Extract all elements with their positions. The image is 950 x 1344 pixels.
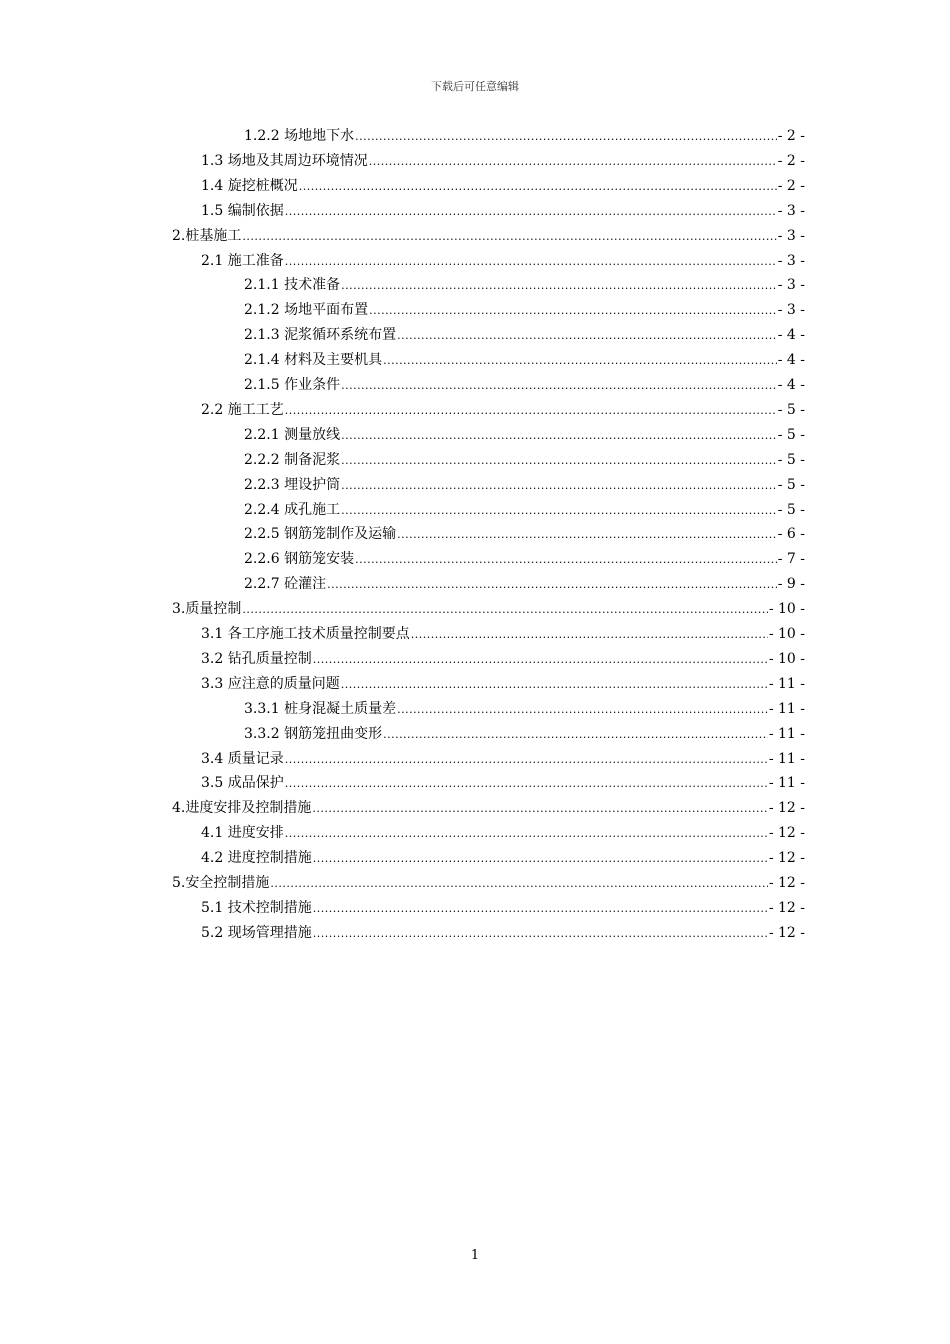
- toc-dot-leader: [397, 324, 777, 348]
- toc-entry-title: 4.1 进度安排: [201, 825, 284, 841]
- toc-entry-page: - 11 -: [768, 676, 805, 692]
- toc-entry[interactable]: [244, 298, 805, 322]
- toc-entry[interactable]: [244, 522, 805, 546]
- toc-entry[interactable]: [244, 273, 805, 297]
- toc-entry-title: 1.2.2 场地地下水: [244, 128, 355, 144]
- toc-dot-leader: [312, 797, 767, 821]
- toc-dot-leader: [397, 698, 768, 722]
- toc-entry[interactable]: [244, 697, 805, 721]
- toc-entry-title: 2.2.4 成孔施工: [244, 502, 341, 518]
- toc-entry[interactable]: [244, 572, 805, 596]
- toc-dot-leader: [313, 847, 768, 871]
- toc-entry-title: 5.安全控制措施: [172, 875, 270, 891]
- toc-dot-leader: [285, 772, 768, 796]
- toc-entry-title: 2.1.4 材料及主要机具: [244, 352, 383, 368]
- toc-entry-title: 3.3.1 桩身混凝土质量差: [244, 701, 397, 717]
- toc-entry-title: 2.1 施工准备: [201, 253, 284, 269]
- toc-entry[interactable]: [244, 448, 805, 472]
- toc-entry-page: - 11 -: [768, 775, 805, 791]
- toc-dot-leader: [285, 250, 777, 274]
- toc-dot-leader: [411, 623, 768, 647]
- toc-entry[interactable]: [244, 373, 805, 397]
- toc-dot-leader: [369, 150, 777, 174]
- toc-entry-title: 3.3 应注意的质量问题: [201, 676, 340, 692]
- toc-entry[interactable]: [201, 921, 805, 945]
- toc-entry-page: - 10 -: [768, 601, 805, 617]
- toc-entry-title: 3.4 质量记录: [201, 751, 284, 767]
- toc-entry-page: - 11 -: [768, 726, 805, 742]
- toc-entry-title: 2.2.2 制备泥浆: [244, 452, 341, 468]
- toc-entry-title: 5.2 现场管理措施: [201, 925, 312, 941]
- toc-dot-leader: [397, 523, 777, 547]
- toc-entry[interactable]: [244, 124, 805, 148]
- toc-entry-page: - 12 -: [768, 925, 805, 941]
- toc-entry-title: 4.2 进度控制措施: [201, 850, 312, 866]
- toc-entry-title: 2.1.1 技术准备: [244, 277, 341, 293]
- toc-entry-page: - 3 -: [777, 302, 805, 318]
- toc-entry[interactable]: [201, 821, 805, 845]
- toc-entry-page: - 12 -: [768, 850, 805, 866]
- toc-dot-leader: [369, 299, 777, 323]
- toc-dot-leader: [285, 399, 777, 423]
- toc-entry[interactable]: [172, 871, 805, 895]
- toc-entry-page: - 2 -: [777, 128, 805, 144]
- toc-entry-page: - 12 -: [768, 825, 805, 841]
- toc-entry-page: - 3 -: [777, 203, 805, 219]
- toc-dot-leader: [270, 872, 767, 896]
- toc-dot-leader: [285, 200, 777, 224]
- toc-entry-page: - 6 -: [777, 526, 805, 542]
- toc-entry[interactable]: [244, 722, 805, 746]
- toc-entry-page: - 5 -: [777, 402, 805, 418]
- toc-dot-leader: [341, 673, 768, 697]
- toc-dot-leader: [341, 449, 777, 473]
- toc-entry-page: - 2 -: [777, 178, 805, 194]
- toc-entry-page: - 4 -: [777, 377, 805, 393]
- page-number: 1: [470, 1248, 480, 1263]
- toc-entry[interactable]: [201, 199, 805, 223]
- toc-entry-page: - 7 -: [777, 551, 805, 567]
- toc-entry-title: 3.质量控制: [172, 601, 242, 617]
- toc-entry[interactable]: [172, 224, 805, 248]
- toc-entry-title: 2.1.3 泥浆循环系统布置: [244, 327, 397, 343]
- toc-entry-page: - 10 -: [768, 626, 805, 642]
- toc-entry-title: 2.2.7 砼灌注: [244, 576, 327, 592]
- toc-entry-title: 3.2 钻孔质量控制: [201, 651, 312, 667]
- toc-entry-title: 1.4 旋挖桩概况: [201, 178, 298, 194]
- toc-entry[interactable]: [244, 423, 805, 447]
- toc-entry[interactable]: [244, 547, 805, 571]
- toc-dot-leader: [355, 548, 777, 572]
- toc-entry-page: - 5 -: [777, 427, 805, 443]
- toc-entry[interactable]: [244, 498, 805, 522]
- toc-dot-leader: [341, 274, 777, 298]
- toc-dot-leader: [327, 573, 777, 597]
- toc-entry[interactable]: [201, 747, 805, 771]
- toc-entry[interactable]: [201, 622, 805, 646]
- toc-dot-leader: [313, 897, 768, 921]
- toc-entry-title: 1.5 编制依据: [201, 203, 284, 219]
- toc-entry-page: - 11 -: [768, 701, 805, 717]
- toc-entry-title: 1.3 场地及其周边环境情况: [201, 153, 368, 169]
- toc-dot-leader: [341, 499, 777, 523]
- toc-entry[interactable]: [244, 473, 805, 497]
- toc-entry-page: - 3 -: [777, 253, 805, 269]
- toc-entry-page: - 9 -: [777, 576, 805, 592]
- toc-entry[interactable]: [201, 398, 805, 422]
- toc-entry[interactable]: [172, 597, 805, 621]
- toc-dot-leader: [355, 125, 777, 149]
- toc-entry-title: 3.5 成品保护: [201, 775, 284, 791]
- toc-entry-page: - 2 -: [777, 153, 805, 169]
- toc-entry[interactable]: [201, 647, 805, 671]
- toc-entry-title: 3.1 各工序施工技术质量控制要点: [201, 626, 410, 642]
- toc-entry[interactable]: [201, 149, 805, 173]
- toc-entry-page: - 4 -: [777, 327, 805, 343]
- toc-entry[interactable]: [201, 896, 805, 920]
- toc-entry-page: - 12 -: [768, 900, 805, 916]
- toc-dot-leader: [285, 748, 768, 772]
- toc-entry-title: 2.2.3 埋设护筒: [244, 477, 341, 493]
- toc-dot-leader: [242, 598, 767, 622]
- toc-entry-page: - 12 -: [768, 875, 805, 891]
- toc-dot-leader: [341, 474, 777, 498]
- toc-entry[interactable]: [201, 174, 805, 198]
- toc-entry[interactable]: [201, 249, 805, 273]
- toc-entry[interactable]: [172, 796, 805, 820]
- toc-entry[interactable]: [201, 771, 805, 795]
- toc-entry-page: - 5 -: [777, 502, 805, 518]
- toc-dot-leader: [285, 822, 768, 846]
- toc-entry[interactable]: [201, 846, 805, 870]
- toc-entry[interactable]: [244, 323, 805, 347]
- toc-entry-title: 4.进度安排及控制措施: [172, 800, 312, 816]
- toc-entry-title: 2.1.2 场地平面布置: [244, 302, 369, 318]
- toc-entry-page: - 3 -: [777, 277, 805, 293]
- toc-entry-page: - 11 -: [768, 751, 805, 767]
- toc-entry-title: 2.2.1 测量放线: [244, 427, 341, 443]
- toc-entry-title: 2.2 施工工艺: [201, 402, 284, 418]
- toc-entry-title: 5.1 技术控制措施: [201, 900, 312, 916]
- toc-entry-title: 2.1.5 作业条件: [244, 377, 341, 393]
- toc-dot-leader: [341, 424, 777, 448]
- toc-dot-leader: [341, 374, 777, 398]
- toc-dot-leader: [383, 349, 777, 373]
- toc-dot-leader: [313, 648, 768, 672]
- toc-dot-leader: [242, 225, 776, 249]
- toc-entry-title: 3.3.2 钢筋笼扭曲变形: [244, 726, 383, 742]
- toc-entry-title: 2.桩基施工: [172, 228, 242, 244]
- toc-entry-page: - 10 -: [768, 651, 805, 667]
- toc-entry-page: - 5 -: [777, 452, 805, 468]
- toc-dot-leader: [299, 175, 777, 199]
- page-header: 下载后可任意编辑: [431, 80, 519, 93]
- toc-entry[interactable]: [201, 672, 805, 696]
- toc-entry-page: - 4 -: [777, 352, 805, 368]
- toc-entry-page: - 5 -: [777, 477, 805, 493]
- toc-entry-page: - 3 -: [777, 228, 805, 244]
- toc-entry-title: 2.2.6 钢筋笼安装: [244, 551, 355, 567]
- toc-entry[interactable]: [244, 348, 805, 372]
- toc-dot-leader: [383, 723, 768, 747]
- toc-entry-page: - 12 -: [768, 800, 805, 816]
- toc-entry-title: 2.2.5 钢筋笼制作及运输: [244, 526, 397, 542]
- toc-dot-leader: [313, 922, 768, 946]
